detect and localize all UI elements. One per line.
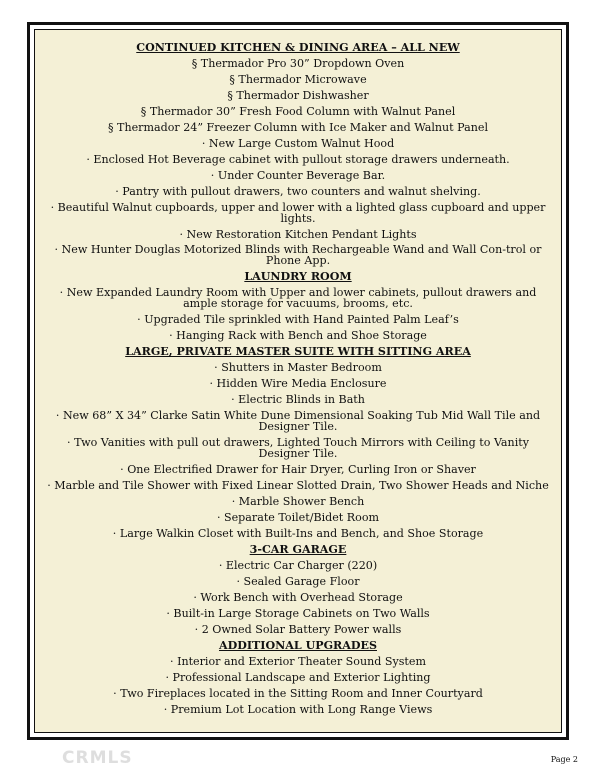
list-item: · Electric Car Charger (220) xyxy=(218,558,378,572)
section-heading-garage: 3-CAR GARAGE xyxy=(249,542,347,556)
section-heading-laundry: LAUNDRY ROOM xyxy=(244,270,352,284)
list-item: · Marble and Tile Shower with Fixed Linear Slotted Drain, Two Shower Heads and Niche xyxy=(47,479,549,493)
list-item: · Electric Blinds in Bath xyxy=(231,393,365,407)
watermark: CRMLS xyxy=(62,748,133,768)
list-item: · Separate Toilet/Bidet Room xyxy=(216,511,380,525)
list-item: · 2 Owned Solar Battery Power walls xyxy=(194,622,402,636)
list-item: § Thermador Microwave xyxy=(229,72,367,86)
section-heading-master-suite: LARGE, PRIVATE MASTER SUITE WITH SITTING AREA xyxy=(125,345,471,359)
list-item: · Enclosed Hot Beverage cabinet with pullout storage drawers underneath. xyxy=(86,152,510,166)
list-item: · Marble Shower Bench xyxy=(231,495,365,509)
list-item: § Thermador 24” Freezer Column with Ice Maker and Walnut Panel xyxy=(107,120,488,134)
list-item: · Interior and Exterior Theater Sound System xyxy=(170,654,426,668)
document-border xyxy=(27,22,569,740)
list-item: · Hanging Rack with Bench and Shoe Storage xyxy=(169,329,427,343)
list-item: · One Electrified Drawer for Hair Dryer, Curling Iron or Shaver xyxy=(120,463,476,477)
page-number: Page 2 xyxy=(550,755,578,764)
list-item: · Upgraded Tile sprinkled with Hand Painted Palm Leaf’s xyxy=(137,313,459,327)
list-item: · Under Counter Beverage Bar. xyxy=(210,168,386,182)
list-item: · Sealed Garage Floor xyxy=(236,574,360,588)
list-item: · Premium Lot Location with Long Range Views xyxy=(163,702,433,716)
list-item: · Shutters in Master Bedroom xyxy=(214,361,382,375)
document-panel xyxy=(34,29,562,733)
list-item: · Two Fireplaces located in the Sitting Room and Inner Courtyard xyxy=(113,686,483,700)
list-item: § Thermador Pro 30” Dropdown Oven xyxy=(191,56,405,70)
list-item: · Professional Landscape and Exterior Lighting xyxy=(165,670,431,684)
list-item: · New Large Custom Walnut Hood xyxy=(201,136,395,150)
list-item: · New Hunter Douglas Motorized Blinds with Rechargeable Wand and Wall Con-trol or Phone App. xyxy=(54,243,542,268)
section-heading-kitchen: CONTINUED KITCHEN & DINING AREA – ALL NEW xyxy=(136,41,460,54)
list-item: § Thermador 30” Fresh Food Column with Walnut Panel xyxy=(140,104,456,118)
list-item: · New Restoration Kitchen Pendant Lights xyxy=(179,227,417,241)
section-heading-additional-upgrades: ADDITIONAL UPGRADES xyxy=(219,638,377,652)
list-item: · Two Vanities with pull out drawers, Lighted Touch Mirrors with Ceiling to Vanity Designer Tile. xyxy=(67,436,529,461)
list-item: · Hidden Wire Media Enclosure xyxy=(209,377,387,391)
list-item: · New 68” X 34” Clarke Satin White Dune Dimensional Soaking Tub Mid Wall Tile and Designer Tile. xyxy=(55,409,541,434)
list-item: · Beautiful Walnut cupboards, upper and lower with a lighted glass cupboard and upper lights. xyxy=(50,200,546,225)
document-content xyxy=(47,40,549,717)
list-item: · New Expanded Laundry Room with Upper and lower cabinets, pullout drawers and ample storage for vacuums, brooms, etc. xyxy=(59,286,537,311)
list-item: · Large Walkin Closet with Built-Ins and Bench, and Shoe Storage xyxy=(112,527,484,541)
list-item: · Pantry with pullout drawers, two counters and walnut shelving. xyxy=(115,184,481,198)
list-item: · Work Bench with Overhead Storage xyxy=(193,590,403,604)
list-item: · Built-in Large Storage Cabinets on Two Walls xyxy=(166,606,430,620)
list-item: § Thermador Dishwasher xyxy=(227,88,369,102)
